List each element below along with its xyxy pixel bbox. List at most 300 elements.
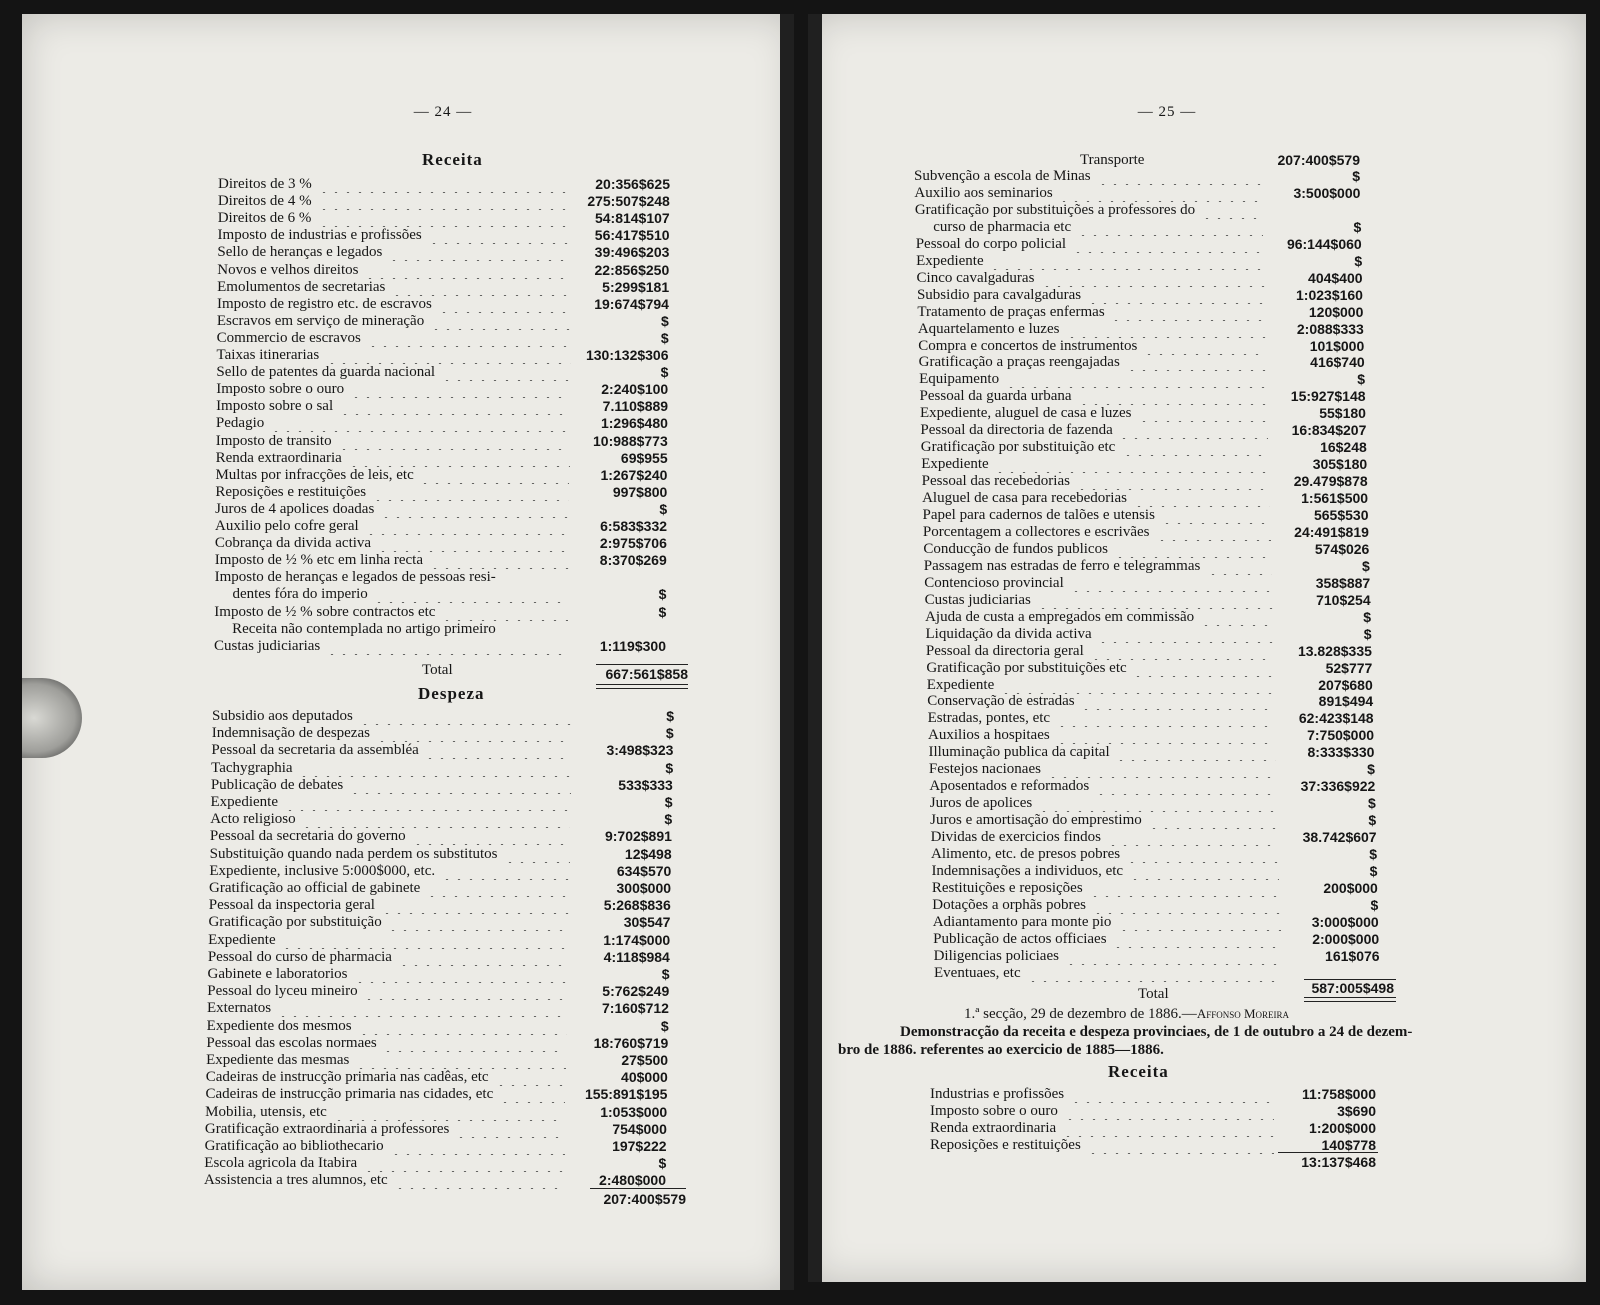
leader-dots [1076, 473, 1270, 490]
ledger-row [918, 338, 1364, 355]
ledger-label: Publicação de debates [210, 776, 344, 793]
ledger-row [915, 219, 1361, 236]
leader-dots [1058, 185, 1262, 202]
leader-dots [1161, 507, 1271, 524]
receita-heading: Receita [422, 150, 483, 169]
ledger-row [927, 693, 1373, 710]
ledger-value: 52$777 [1325, 659, 1373, 676]
ledger-row [933, 914, 1379, 931]
ledger-value: 358$887 [1315, 574, 1371, 591]
ledger-value: 754$000 [612, 1120, 667, 1137]
leader-dots [363, 1155, 564, 1172]
ledger-label: Papel para cadernos de talões e utensis [922, 507, 1155, 523]
ledger-value: 3:000$000 [1311, 913, 1379, 930]
leader-dots [1005, 371, 1267, 388]
leader-dots [426, 880, 569, 897]
ledger-row [921, 439, 1367, 456]
ledger-label: Escravos em serviço de mineração [216, 312, 425, 329]
ledger-row [215, 467, 667, 484]
ledger-row [924, 558, 1370, 575]
leader-dots [1077, 219, 1263, 236]
ledger-label: Juros e amortisação do emprestimo [930, 812, 1142, 829]
ledger-label: Publicação de actos officiaes [933, 930, 1107, 947]
leader-dots [441, 364, 570, 381]
ledger-row [209, 897, 671, 914]
ledger-row [215, 552, 667, 569]
ledger-value: 30$547 [623, 914, 671, 931]
ledger-row [212, 708, 674, 725]
leader-dots [1097, 168, 1262, 185]
ledger-label: Assistencia a tres alumnos, etc [204, 1172, 388, 1189]
ledger-label: Gratificação extraordinaria a professores [204, 1120, 450, 1137]
ledger-value: 404$400 [1308, 269, 1363, 286]
ledger-label: Pedagio [215, 415, 265, 432]
total-label: Total [422, 662, 453, 678]
ledger-row [207, 983, 669, 1000]
ledger-value: 1:053$000 [600, 1103, 668, 1120]
ledger-row [934, 948, 1380, 965]
leader-dots [1041, 270, 1265, 287]
ledger-value: 2:240$100 [601, 381, 669, 398]
ledger-value: $ [660, 1017, 669, 1034]
leader-dots [1087, 287, 1265, 304]
ledger-label: Subsidio para cavalgaduras [916, 286, 1082, 303]
ledger-label: Expediente, inclusive 5:000$000, etc. [209, 862, 436, 879]
ledger-value: 101$000 [1309, 337, 1365, 354]
ledger-label: Reposições e restituições [215, 483, 367, 500]
leader-dots [1056, 727, 1276, 744]
ledger-label: Expediente [916, 252, 984, 269]
ledger-label: Pessoal da secretaria da assembléa [211, 742, 419, 759]
ledger-row [921, 456, 1367, 473]
book-gutter [808, 14, 822, 1282]
ledger-value: 710$254 [1316, 591, 1371, 608]
ledger-value: 16:834$207 [1291, 422, 1367, 439]
ledger-row [208, 932, 670, 949]
ledger-row [204, 1172, 666, 1189]
ledger-row [217, 262, 669, 279]
ledger-label: Imposto sobre o sal [216, 398, 334, 415]
ledger-label: Aquartelamento e luzes [917, 320, 1060, 337]
leader-dots [1207, 558, 1272, 575]
leader-dots [1092, 897, 1280, 914]
ledger-label: Custas judiciarias [924, 591, 1031, 608]
leader-dots [1114, 541, 1271, 558]
ledger-row [930, 812, 1376, 829]
leader-dots [1065, 948, 1282, 965]
leader-dots [381, 897, 569, 914]
ledger-value: $ [1352, 168, 1360, 184]
leader-dots [1138, 405, 1268, 422]
leader-dots [318, 193, 572, 210]
ledger-value: 533$333 [618, 776, 673, 793]
ledger-value: $ [1367, 795, 1376, 812]
ledger-label: Equipamento [919, 371, 1000, 388]
receita-total-value: 13:137$468 [1301, 1154, 1376, 1170]
ledger-label: Industrias e profissões [930, 1086, 1065, 1102]
leader-dots [1078, 388, 1268, 405]
transporte-value: 207:400$579 [1277, 152, 1360, 168]
receita-total-rule [1278, 1152, 1378, 1153]
ledger-row [927, 677, 1373, 694]
total-rule [596, 664, 688, 665]
leader-dots [1129, 863, 1279, 880]
leader-dots [1087, 1137, 1274, 1154]
ledger-value: 39:496$203 [594, 244, 670, 261]
ledger-label: Liquidação da divida activa [925, 625, 1092, 642]
leader-dots [1118, 422, 1268, 439]
ledger-row [218, 193, 670, 210]
leader-dots [1056, 710, 1276, 727]
ledger-value: $ [661, 966, 670, 982]
ledger-label: Gabinete e laboratorios [207, 966, 348, 982]
ledger-label: Gratificação ao bibliothecario [204, 1138, 384, 1154]
ledger-value: 37:336$922 [1300, 778, 1376, 795]
ledger-row [917, 270, 1363, 287]
leader-dots [1126, 846, 1279, 863]
leader-dots [398, 949, 568, 966]
ledger-value: 416$740 [1310, 354, 1365, 371]
ledger-label: Estradas, pontes, etc [927, 710, 1051, 727]
ledger-value: 3:498$323 [606, 742, 674, 759]
ledger-value: 10:988$773 [593, 432, 668, 449]
ledger-value: 16$248 [1320, 439, 1367, 456]
ledger-label: Expediente [926, 676, 995, 693]
leader-dots [363, 983, 567, 1000]
ledger-row [216, 381, 668, 398]
ledger-row [928, 710, 1374, 727]
total-double-rule [1304, 997, 1396, 1002]
ledger-row [930, 1120, 1376, 1137]
leader-dots [376, 725, 572, 742]
ledger-row [204, 1155, 666, 1172]
ledger-row [931, 863, 1377, 880]
leader-dots [349, 777, 571, 794]
ledger-label: Gratificação ao official de gabinete [209, 880, 421, 896]
ledger-label: Tratamento de praças enfermas [917, 303, 1105, 320]
leader-dots [277, 1000, 567, 1017]
leader-dots [382, 1035, 566, 1052]
leader-dots [358, 1018, 567, 1035]
ledger-label: Custas judiciarias [214, 637, 321, 654]
ledger-label: Commercio de escravos [216, 329, 361, 346]
ledger-value: 2:480$000 [599, 1172, 666, 1189]
ledger-value: $ [658, 1155, 667, 1172]
leader-dots [1097, 626, 1273, 643]
signature-prefix: 1.ª secção, 29 de dezembro de 1886.— [964, 1006, 1197, 1022]
ledger-label: Imposto de ½ % sobre contractos etc [214, 603, 436, 620]
ledger-value: 891$494 [1318, 693, 1374, 710]
ledger-label: Expediente [208, 931, 276, 948]
ledger-row [207, 1000, 669, 1017]
ledger-row [206, 1052, 668, 1069]
leader-dots [430, 313, 571, 330]
leader-dots [338, 433, 570, 450]
ledger-value: 11:758$000 [1302, 1086, 1376, 1102]
ledger-label: Renda extraordinaria [930, 1120, 1057, 1136]
ledger-row [929, 778, 1375, 795]
despeza-heading: Despeza [418, 684, 485, 703]
ledger-value: 5:299$181 [602, 278, 670, 295]
ledger-value: 8:370$269 [599, 552, 667, 569]
ledger-value: 5:762$249 [602, 983, 670, 1000]
ledger-value: $ [1363, 608, 1372, 625]
ledger-row [925, 626, 1371, 643]
leader-dots [441, 863, 569, 880]
leader-dots [504, 846, 570, 863]
ledger-row [215, 518, 667, 535]
leader-dots [301, 811, 570, 828]
ledger-value: 140$778 [1321, 1137, 1376, 1153]
ledger-value: $ [658, 603, 667, 620]
ledger-row [217, 347, 669, 364]
ledger-row [914, 185, 1360, 202]
carry-value: 207:400$579 [603, 1191, 686, 1207]
ledger-label: Subsidio aos deputados [212, 708, 353, 724]
total-label: Total [1138, 986, 1169, 1002]
ledger-label: Imposto de industrias e profissões [217, 227, 422, 244]
ledger-label: Mobilia, utensis, etc [205, 1103, 327, 1120]
ledger-value: 130:132$306 [585, 347, 669, 363]
ledger-value: 1:174$000 [603, 931, 671, 948]
ledger-row [914, 168, 1360, 185]
ledger-row [215, 501, 667, 518]
leader-dots [1200, 609, 1273, 626]
ledger-value: 1:267$240 [600, 466, 668, 483]
ledger-value: $ [664, 811, 673, 828]
book-gutter [780, 14, 794, 1290]
leader-dots [377, 535, 569, 552]
ledger-value: $ [660, 329, 669, 346]
leader-dots [1143, 338, 1266, 355]
leader-dots [390, 1138, 565, 1155]
ledger-row [933, 931, 1379, 948]
leader-dots [1126, 354, 1267, 371]
ledger-row [916, 236, 1362, 253]
leader-dots [373, 586, 568, 603]
ledger-row [930, 1103, 1376, 1120]
leader-dots [1072, 236, 1264, 253]
leader-dots [1156, 524, 1271, 541]
ledger-row [923, 507, 1369, 524]
ledger-label: Imposto sobre o ouro [930, 1103, 1058, 1119]
ledger-row [916, 253, 1362, 270]
leader-dots [380, 501, 569, 518]
leader-dots [1070, 1086, 1274, 1103]
leader-dots [391, 279, 571, 296]
ledger-label: Aluguel de casa para recebedorias [922, 490, 1127, 507]
leader-dots [1089, 880, 1280, 897]
ledger-label: Auxilio pelo cofre geral [215, 518, 359, 534]
ledger-value: $ [659, 500, 668, 517]
leader-dots [989, 253, 1264, 270]
ledger-value: 1:561$500 [1301, 490, 1369, 507]
ledger-row [920, 405, 1366, 422]
ledger-value: $ [1357, 371, 1366, 388]
ledger-label: Gratificação a praças reengajadas [918, 354, 1120, 371]
ledger-value: 56:417$510 [594, 227, 670, 244]
ledger-label: Expediente, aluguel de casa e luzes [919, 405, 1132, 422]
leader-dots [372, 484, 569, 501]
leader-dots [1201, 202, 1263, 219]
total-value: 587:005$498 [1311, 980, 1394, 996]
ledger-label: Pessoal das recebedorias [921, 473, 1070, 490]
ledger-label: Expediente dos mesmos [206, 1017, 352, 1034]
ledger-row [215, 535, 667, 552]
leader-dots [1062, 1120, 1274, 1137]
leader-dots [1027, 965, 1282, 982]
ledger-row [216, 398, 668, 415]
ledger-label: Imposto sobre o ouro [216, 381, 345, 398]
ledger-row [917, 304, 1363, 321]
signature-line [964, 1005, 1289, 1023]
total-double-rule [596, 684, 688, 689]
ledger-label: dentes fóra do imperio [232, 586, 368, 603]
ledger-value: 300$000 [616, 880, 672, 896]
leader-dots [394, 1172, 564, 1189]
ledger-row [932, 880, 1378, 897]
leader-dots [367, 330, 571, 347]
ledger-value: 1:023$160 [1296, 286, 1363, 303]
ledger-row [920, 422, 1366, 439]
ledger-row [919, 371, 1365, 388]
ledger-label: Escola agricola da Itabira [204, 1155, 358, 1172]
demonstration-line-2: bro de 1886. referentes ao exercicio de 1885—1886. [838, 1042, 1164, 1058]
signature-name: Affonso Moreira [1196, 1006, 1290, 1021]
ledger-row [211, 742, 673, 759]
ledger-label: Sello de heranças e legados [217, 244, 383, 261]
ledger-row [209, 880, 671, 897]
right-page [808, 14, 1586, 1282]
ledger-value: 6:583$332 [600, 518, 668, 534]
ledger-label: Pessoal da inspectoria geral [208, 897, 375, 914]
ledger-label: Subvenção a escola de Minas [914, 168, 1091, 184]
ledger-row [917, 287, 1363, 304]
ledger-value: 38.742$607 [1302, 829, 1377, 846]
ledger-value: 5:268$836 [603, 897, 671, 914]
ledger-row [217, 296, 669, 313]
ledger-label: Conducção de fundos publicos [923, 540, 1108, 557]
ledger-label: Alimento, etc. de presos pobres [931, 846, 1121, 862]
ledger-row [212, 725, 674, 742]
page-tab [22, 678, 82, 758]
leader-dots [318, 210, 572, 227]
ledger-row [214, 604, 666, 621]
ledger-row [208, 966, 670, 983]
ledger-row [205, 1086, 667, 1103]
ledger-label: Direitos de 6 % [217, 210, 312, 227]
ledger-label: Renda extraordinaria [215, 449, 342, 466]
ledger-row [932, 897, 1378, 914]
ledger-row [216, 433, 668, 450]
ledger-value: 29.479$878 [1293, 473, 1368, 490]
leader-dots [1070, 575, 1272, 592]
leader-dots [455, 1121, 565, 1138]
ledger-row [915, 202, 1361, 219]
ledger-value: 565$530 [1313, 507, 1369, 523]
page-number: — 25 — [1137, 104, 1197, 120]
ledger-row [217, 279, 669, 296]
leader-dots [419, 467, 569, 484]
leader-dots [387, 914, 568, 931]
ledger-label: Compra e concertos de instrumentos [918, 337, 1138, 354]
ledger-label: Pessoal da directoria geral [925, 642, 1084, 659]
ledger-value: 574$026 [1314, 540, 1370, 557]
ledger-value: 2:975$706 [599, 535, 667, 552]
ledger-value: $ [660, 364, 669, 381]
ledger-label: Auxilio aos seminarios [914, 184, 1053, 201]
ledger-value: 40$000 [621, 1069, 668, 1086]
ledger-label: Auxilios a hospitaes [928, 727, 1050, 744]
ledger-value: 4:118$984 [603, 948, 670, 965]
ledger-value: 305$180 [1312, 456, 1368, 473]
ledger-label: Imposto de heranças e legados de pessoas resi- [214, 569, 496, 586]
leader-dots [270, 415, 570, 432]
ledger-value: $ [1369, 846, 1378, 862]
ledger-row [208, 949, 670, 966]
ledger-value: 69$955 [620, 449, 668, 466]
ledger-value: 275:507$248 [587, 193, 670, 210]
ledger-label: Pessoal das escolas normaes [206, 1034, 377, 1051]
ledger-row [217, 313, 669, 330]
leader-dots [438, 296, 571, 313]
ledger-row [211, 794, 673, 811]
ledger-value: $ [664, 794, 673, 810]
ledger-value: 197$222 [612, 1138, 667, 1154]
ledger-label: Indemnisações a individuos, etc [931, 862, 1124, 879]
leader-dots [424, 742, 571, 759]
ledger-row [210, 846, 672, 863]
ledger-label: Dividas de exercicios findos [930, 829, 1101, 846]
ledger-label: Cadeiras de instrucção primaria nas cadêas, etc [205, 1069, 489, 1086]
leader-dots [1107, 829, 1279, 846]
ledger-row [205, 1138, 667, 1155]
ledger-label: Gratificação por substituições a professores do [914, 201, 1196, 218]
ledger-row [216, 364, 668, 381]
ledger-value: 20:356$625 [595, 176, 670, 192]
ledger-row [215, 484, 667, 501]
ledger-label: Imposto de ½ % etc em linha recta [214, 552, 423, 569]
ledger-value: 22:856$250 [594, 261, 670, 278]
leader-dots [281, 932, 568, 949]
leader-dots [429, 552, 569, 569]
ledger-label: Passagem nas estradas de ferro e telegrammas [923, 557, 1201, 574]
carry-rule [590, 1188, 686, 1189]
ledger-value: 207$680 [1318, 676, 1373, 693]
leader-dots [1118, 914, 1281, 931]
ledger-label: Porcentagem a collectores e escrivães [922, 523, 1150, 540]
leader-dots [355, 1052, 566, 1069]
ledger-label: Cinco cavalgaduras [916, 269, 1035, 286]
leader-dots [1095, 778, 1277, 795]
ledger-label: Juros de apolices [929, 795, 1033, 812]
ledger-label: Tachygraphia [211, 759, 293, 776]
ledger-label: curso de pharmacia etc [933, 218, 1072, 235]
ledger-value: 55$180 [1319, 405, 1366, 422]
ledger-row [925, 592, 1371, 609]
ledger-label: Contencioso provincial [924, 574, 1064, 591]
ledger-row [206, 1035, 668, 1052]
ledger-value: 3:500$000 [1293, 184, 1361, 201]
ledger-value: 15:927$148 [1290, 388, 1366, 405]
ledger-label: Festejos nacionaes [928, 761, 1041, 778]
ledger-row [209, 863, 671, 880]
leader-dots [1066, 321, 1266, 338]
ledger-row [216, 450, 668, 467]
leader-dots [1064, 1103, 1274, 1120]
ledger-value: 18:760$719 [593, 1034, 669, 1051]
ledger-row [218, 227, 670, 244]
